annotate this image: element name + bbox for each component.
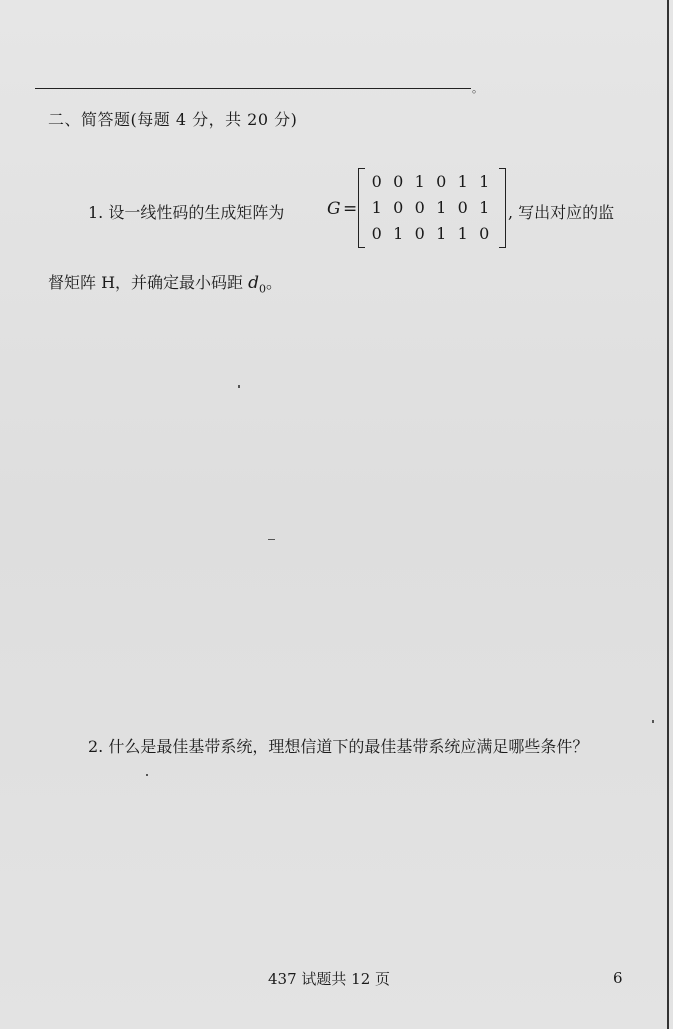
d-subscript: 0 (259, 282, 267, 296)
scan-speck (238, 385, 240, 388)
scan-speck (652, 720, 654, 723)
matrix-cell: 0 (414, 198, 425, 217)
matrix-cell: 1 (457, 172, 468, 191)
page-footer: 437 试题共 12 页 (268, 970, 391, 988)
matrix-cell: 1 (479, 198, 490, 217)
matrix-cell: 0 (436, 172, 447, 191)
answer-line-end-mark: 。 (472, 82, 483, 95)
question-1-line-2-text: 督矩阵 H，并确定最小码距 (48, 273, 244, 292)
scan-speck (146, 774, 148, 776)
matrix-cell: 1 (457, 224, 468, 243)
matrix-cell: 1 (393, 224, 404, 243)
matrix-cell: 0 (371, 172, 382, 191)
matrix-cell: 0 (457, 198, 468, 217)
scan-edge-line (667, 0, 669, 1029)
matrix-equals-sign: = (343, 199, 358, 219)
matrix-row-3 (366, 222, 495, 246)
matrix-left-bracket (358, 168, 365, 248)
matrix-cell: 0 (479, 224, 490, 243)
matrix-cell: 0 (371, 224, 382, 243)
matrix-row-2 (366, 196, 495, 220)
matrix-cell: 0 (414, 224, 425, 243)
matrix-cell: 1 (436, 224, 447, 243)
section-heading: 二、简答题(每题 4 分，共 20 分) (48, 110, 298, 129)
question-1-intro: 1. 设一线性码的生成矩阵为 (88, 203, 285, 222)
page-number: 6 (613, 969, 623, 987)
matrix-cell: 0 (393, 172, 404, 191)
scan-speck (268, 539, 275, 540)
question-1-line-2 (48, 270, 282, 295)
question-2: 2. 什么是最佳基带系统，理想信道下的最佳基带系统应满足哪些条件？ (88, 737, 589, 756)
question-1-end-mark: 。 (266, 273, 283, 292)
answer-line (35, 88, 471, 89)
matrix-cell: 1 (371, 198, 382, 217)
matrix-symbol: G (327, 199, 341, 219)
d-symbol: d (248, 273, 260, 293)
matrix-right-bracket (499, 168, 506, 248)
generator-matrix (358, 168, 506, 248)
matrix-row-1 (366, 170, 495, 194)
matrix-cell: 1 (436, 198, 447, 217)
question-1-tail: , 写出对应的监 (508, 203, 615, 222)
min-distance-symbol (248, 273, 267, 296)
matrix-cell: 1 (414, 172, 425, 191)
matrix-cell: 1 (479, 172, 490, 191)
matrix-cell: 0 (393, 198, 404, 217)
